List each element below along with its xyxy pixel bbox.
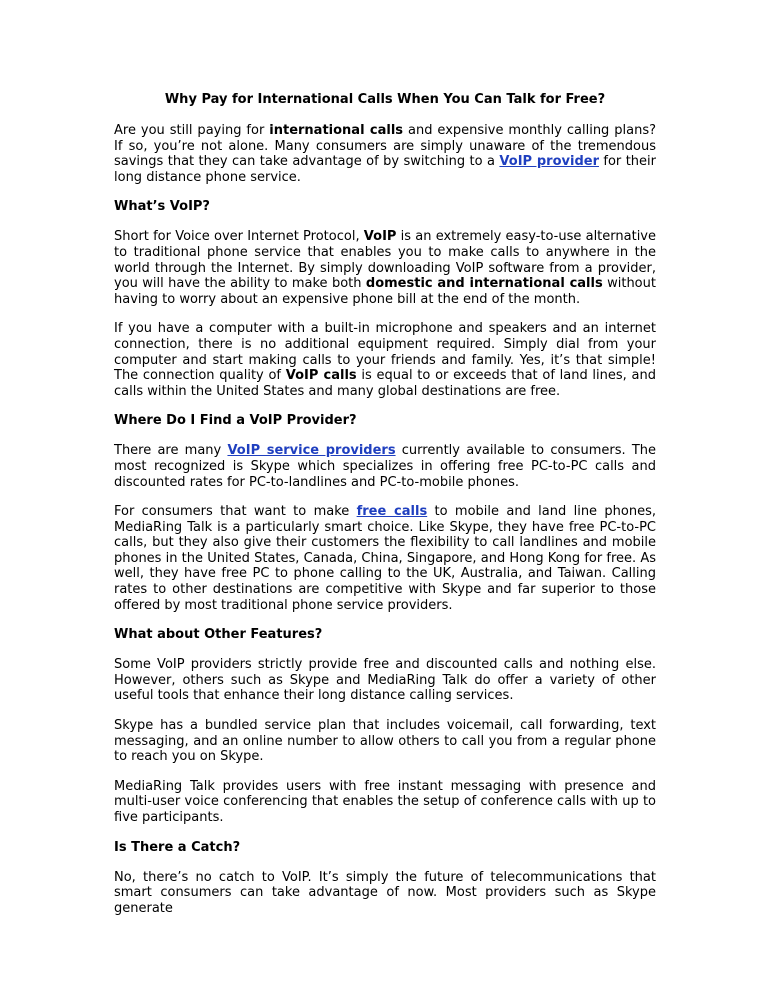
features-paragraph-1: Some VoIP providers strictly provide free and discounted calls and nothing else. However, others such as Skype and MediaRing Talk do offer a variety of other useful tools that enhance their long distance calling services. <box>114 657 656 704</box>
mediaring-text-1: For consumers that want to make <box>114 504 357 520</box>
equipment-paragraph <box>114 321 656 399</box>
features-paragraph-3: MediaRing Talk provides users with free instant messaging with presence and multi-user voice conferencing that enables the setup of conference calls with up to five participants. <box>114 778 656 825</box>
mediaring-text-2: to mobile and land line phones, MediaRing Talk is a particularly smart choice. Like Skype, they have free PC-to-PC calls, but they also give their customers the flexibility to call landlines and mobile phones in the United States, Canada, China, Singapore, and Hong Kong for free. As well, they have free PC to phone calling to the UK, Australia, and Taiwan. Calling rates to other destinations are competitive with Skype and far superior to those offered by most traditional phone service providers. <box>114 504 656 613</box>
document-page <box>114 92 656 930</box>
voip-def-text-3: without having to worry about an expensive phone bill at the end of the month. <box>114 276 656 307</box>
heading-find-provider: Where Do I Find a VoIP Provider? <box>114 413 357 429</box>
voip-def-bold-calls: domestic and international calls <box>365 276 603 292</box>
mediaring-paragraph <box>114 504 656 613</box>
heading-is-there-catch: Is There a Catch? <box>114 839 241 855</box>
providers-paragraph <box>114 443 656 490</box>
voip-def-text-1: Short for Voice over Internet Protocol, <box>114 229 364 245</box>
intro-text-1: Are you still paying for <box>114 123 270 138</box>
voip-provider-link[interactable]: VoIP provider <box>499 154 599 170</box>
voip-def-bold-voip: VoIP <box>363 229 397 245</box>
equipment-bold-voip-calls: VoIP calls <box>285 368 357 384</box>
providers-text-1: There are many <box>114 443 228 459</box>
voip-def-text-2: is an extremely easy-to-use alternative to traditional phone service that enables you to make calls to anywhere in the world through the Internet. By simply downloading VoIP software from a provider, you will have the ability to make both <box>114 229 656 292</box>
heading-other-features: What about Other Features? <box>114 627 323 643</box>
heading-whats-voip: What’s VoIP? <box>114 199 210 215</box>
intro-bold-international-calls: international calls <box>269 123 404 138</box>
document-title: Why Pay for International Calls When You Can Talk for Free? <box>164 92 606 107</box>
equipment-text-1: If you have a computer with a built-in microphone and speakers and an internet connection, there is no additional equipment required. Simply dial from your computer and start making calls to your friends and family. Yes, it’s that simple! The connection quality of <box>114 321 656 384</box>
voip-definition-paragraph <box>114 229 656 307</box>
providers-text-2: currently available to consumers. The most recognized is Skype which specializes in offering free PC-to-PC calls and discounted rates for PC-to-landlines and PC-to-mobile phones. <box>114 443 656 490</box>
voip-service-providers-link[interactable]: VoIP service providers <box>227 443 396 459</box>
intro-text-2: and expensive monthly calling plans? If so, you’re not alone. Many consumers are simply unaware of the tremendous savings that they can take advantage of by switching to a <box>114 123 657 170</box>
features-paragraph-2: Skype has a bundled service plan that includes voicemail, call forwarding, text messaging, and an online number to allow others to call you from a regular phone to reach you on Skype. <box>114 718 656 765</box>
intro-paragraph <box>114 123 656 185</box>
free-calls-link[interactable]: free calls <box>356 504 428 520</box>
intro-text-3: for their long distance phone service. <box>114 154 656 185</box>
catch-paragraph: No, there’s no catch to VoIP. It’s simply the future of telecommunications that smart consumers can take advantage of now. Most providers such as Skype generate <box>114 869 656 916</box>
equipment-text-2: is equal to or exceeds that of land lines, and calls within the United States and many global destinations are free. <box>114 368 656 399</box>
